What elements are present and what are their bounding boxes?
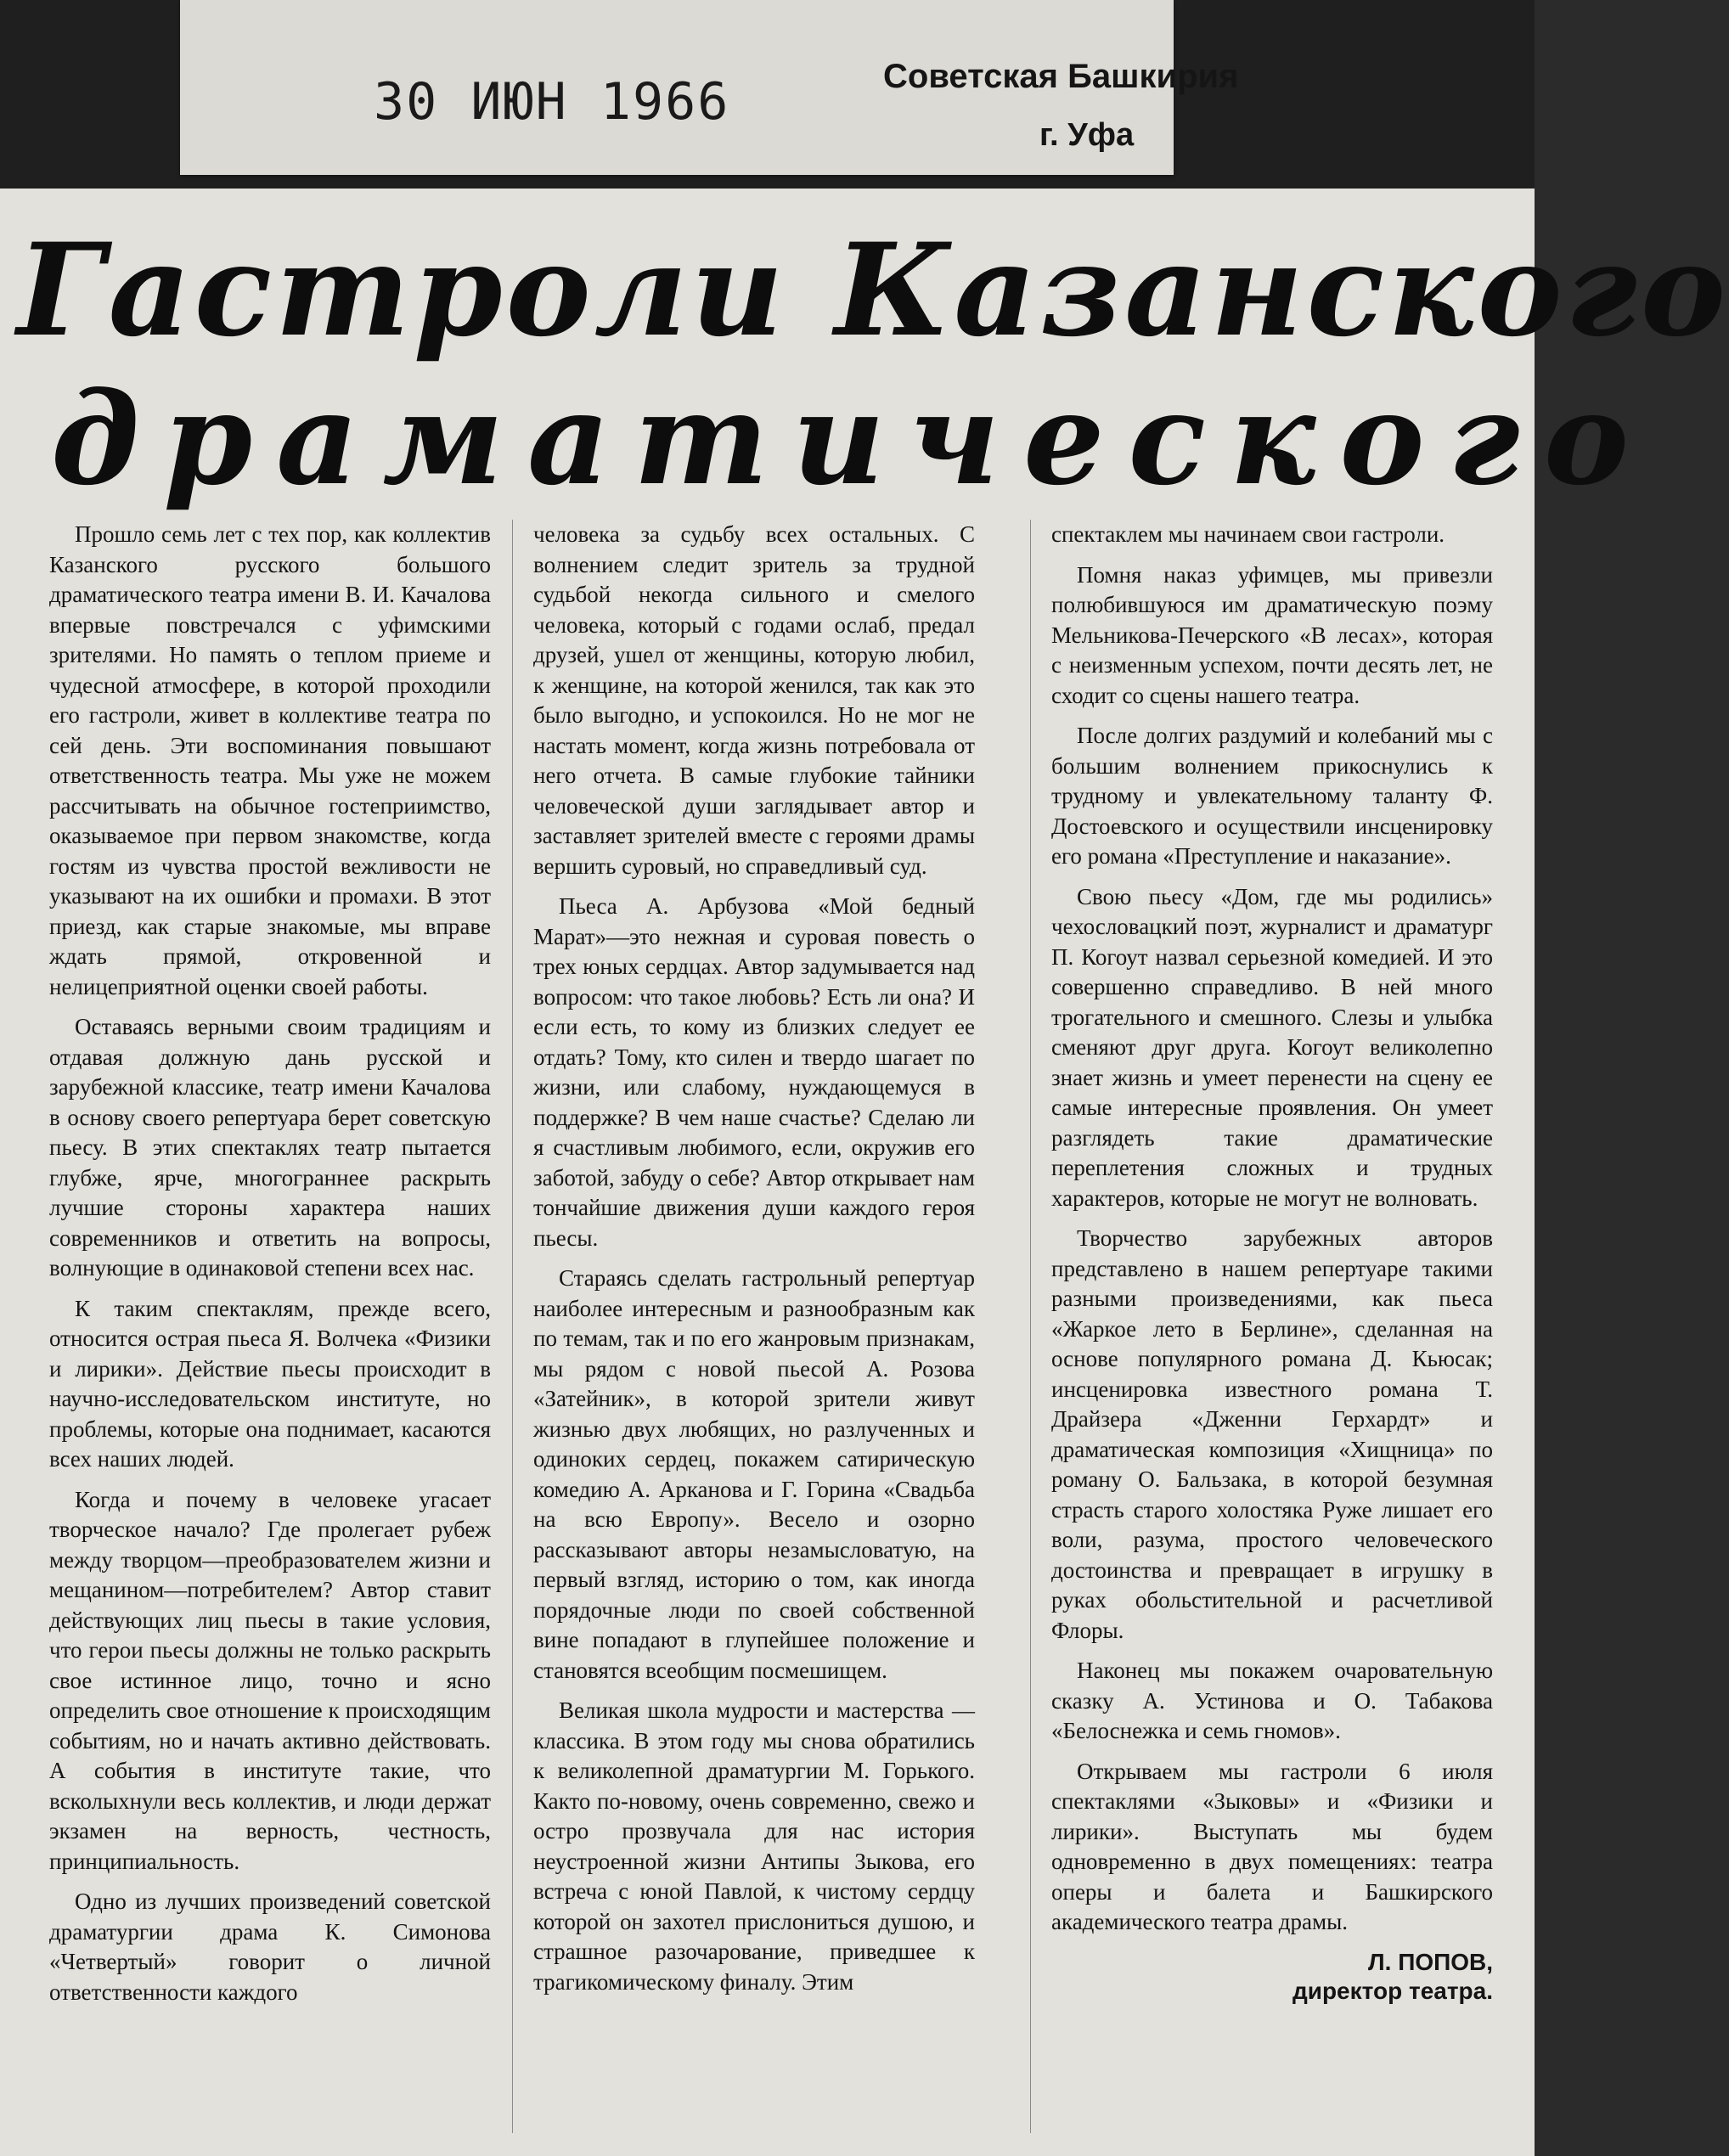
- paragraph: Творчество зарубежных авторов представлено в нашем репертуаре такими разными произведениями, как пьеса «Жаркое лето в Берлине», сделанная на основе популярного романа Д. Кьюсак; инсценировка известного романа Т. Драйзера «Дженни Герхардт» и драматическая композиция «Хищница» по роману О. Бальзака, в которой безумная страсть старого холостяка Руже лишает его воли, разума, простого человеческого достоинства и превращает в игрушку в руках обольстительной и расчетливой Флоры.: [1051, 1225, 1493, 1643]
- author-role: директор театра.: [1292, 1977, 1493, 2004]
- paragraph: Прошло семь лет с тех пор, как коллектив Казанского русского большого драматического театра имени В. И. Качалова впервые повстречался с уфимскими зрителями. Но память о теплом приеме и чудесной атмосфере, в которой проходили его гастроли, живет в коллективе театра по сей день. Эти воспоминания повышают ответственность театра. Мы уже не можем рассчитывать на обычное гостеприимство, оказываемое при первом знакомстве, когда гостям из чувства простой вежливости не указывают на их ошибки и промахи. В этот приезд, как старые знакомые, мы вправе ждать прямой, откровенной и нелицеприятной оценки своей работы.: [49, 521, 491, 999]
- article-column-2: [533, 520, 975, 2133]
- paragraph: Помня наказ уфимцев, мы привезли полюбившуюся им драматическую поэму Мельникова-Печерского «В лесах», которая с неизменным успехом, почти десять лет, не сходит со сцены нашего театра.: [1051, 561, 1493, 708]
- column-rule: [512, 520, 513, 2133]
- paragraph: После долгих раздумий и колебаний мы с большим волнением прикоснулись к трудному и увлекательному таланту Ф. Достоевского и осуществили инсценировку его романа «Преступление и наказание».: [1051, 723, 1493, 869]
- paragraph: Великая школа мудрости и мастерства — классика. В этом году мы снова обратились к великолепной драматургии М. Горького. Както по-новому, очень современно, свежо и остро прозвучала для нас история неустроенной жизни Антипы Зыкова, его встреча с юной Павлой, к чистому сердцу которой он захотел прислониться душою, и страшное разочарование, приведшее к трагикомическому финалу. Этим: [533, 1697, 975, 1995]
- archive-label-slip: [180, 0, 1239, 175]
- date-stamp: 30 ИЮН 1966: [374, 72, 730, 132]
- paragraph: Когда и почему в человеке угасает творческое начало? Где пролегает рубеж между творцом—преобразователем жизни и мещанином—потребителем? Автор ставит действующих лиц пьесы в такие условия, что герои пьесы должны не только раскрыть свое истинное лицо, точно и ясно определить свое отношение к происходящим событиям, но и начать активно действовать. А события в институте такие, что всколыхнули весь коллектив, и люди держат экзамен на верность, честность, принципиальность.: [49, 1486, 491, 1874]
- paragraph: спектаклем мы начинаем свои гастроли.: [1051, 521, 1445, 547]
- article-body: [49, 520, 1510, 2133]
- newspaper-clipping: [0, 189, 1729, 2156]
- paragraph: Оставаясь верными своим традициям и отдавая должную дань русской и зарубежной классике, театр имени Качалова в основу своего репертуара берет советскую пьесу. В этих спектаклях театр пытается глубже, ярче, многограннее раскрыть лучшие стороны характера наших современников и ответить на вопросы, волнующие в одинаковой степени всех нас.: [49, 1014, 491, 1281]
- article-column-1: [49, 520, 491, 2133]
- newspaper-city: г. Уфа: [1039, 117, 1135, 153]
- paragraph: Стараясь сделать гастрольный репертуар наиболее интересным и разнообразным как по темам, так и по его жанровым признакам, мы рядом с новой пьесой А. Розова «Затейник», в которой зрители живут жизнью двух любящих, но разлученных и одиноких сердец, покажем сатирическую комедию А. Арканова и Г. Горина «Свадьба на всю Европу». Весело и озорно рассказывают авторы незамысловатую, на первый взгляд, историю о том, как иногда порядочные люди по своей собственной вине попадают в глупейшее положение и становятся всеобщим посмешищем.: [533, 1265, 975, 1683]
- author-signature: [1051, 1948, 1493, 2006]
- paragraph: Одно из лучших произведений советской драматургии драма К. Симонова «Четвертый» говорит о личной ответственности каждого: [49, 1889, 491, 2005]
- paragraph: К таким спектаклям, прежде всего, относится острая пьеса Я. Волчека «Физики и лирики». Действие пьесы происходит в научно-исследовательском институте, но проблемы, которые она поднимает, касаются всех наших людей.: [49, 1295, 491, 1472]
- paragraph: человека за судьбу всех остальных. С волнением следит зритель за трудной судьбой некогда сильного и смелого человека, который с годами ослаб, предал друзей, ушел от женщины, которую любил, к женщине, на которой женился, так как это было выгодно, и успокоился. Но не мог не настать момент, когда жизнь потребовала от него отчета. В самые глубокие тайники человеческой души заглядывает автор и заставляет зрителей вместе с героями драмы вершить суровый, но справедливый суд.: [533, 521, 975, 879]
- newspaper-name: Советская Башкирия: [883, 58, 1239, 95]
- headline-line-1: Гастроли Казанского: [17, 216, 1729, 365]
- paragraph: Свою пьесу «Дом, где мы родились» чехословацкий поэт, журналист и драматург П. Когоут назвал серьезной комедией. И это совершенно справедливо. В ней много трогательного и смешного. Слезы и улыбка сменяют друг друга. Когоут великолепно знает жизнь и умеет перенести на сцену ее самые интересные проявления. Он умеет разглядеть такие драматические переплетения сложных и трудных характеров, которые не могут не волновать.: [1051, 883, 1493, 1211]
- paragraph: Открываем мы гастроли 6 июля спектаклями «Зыковы» и «Физики и лирики». Выступать мы будем одновременно в двух помещениях: театра оперы и балета и Башкирского академического театра драмы.: [1051, 1758, 1493, 1934]
- article-headline: [17, 189, 1729, 514]
- article-column-3: [1051, 520, 1493, 2133]
- paragraph: Пьеса А. Арбузова «Мой бедный Марат»—это нежная и суровая повесть о трех юных сердцах. Автор задумывается над вопросом: что такое любовь? Есть ли она? И если есть, то кому из близких следует ее отдать? Тому, кто силен и твердо шагает по жизни, или слабому, нуждающемуся в поддержке? В чем наше счастье? Сделаю ли я счастливым любимого, если, окружив его заботой, забуду о себе? Автор открывает нам тончайшие движения души каждого героя пьесы.: [533, 893, 975, 1251]
- author-name: Л. ПОПОВ,: [1367, 1948, 1493, 1975]
- paragraph: Наконец мы покажем очаровательную сказку А. Устинова и О. Табакова «Белоснежка и семь гномов».: [1051, 1658, 1493, 1743]
- column-rule: [1030, 520, 1031, 2133]
- headline-line-2: драматического: [51, 364, 1653, 514]
